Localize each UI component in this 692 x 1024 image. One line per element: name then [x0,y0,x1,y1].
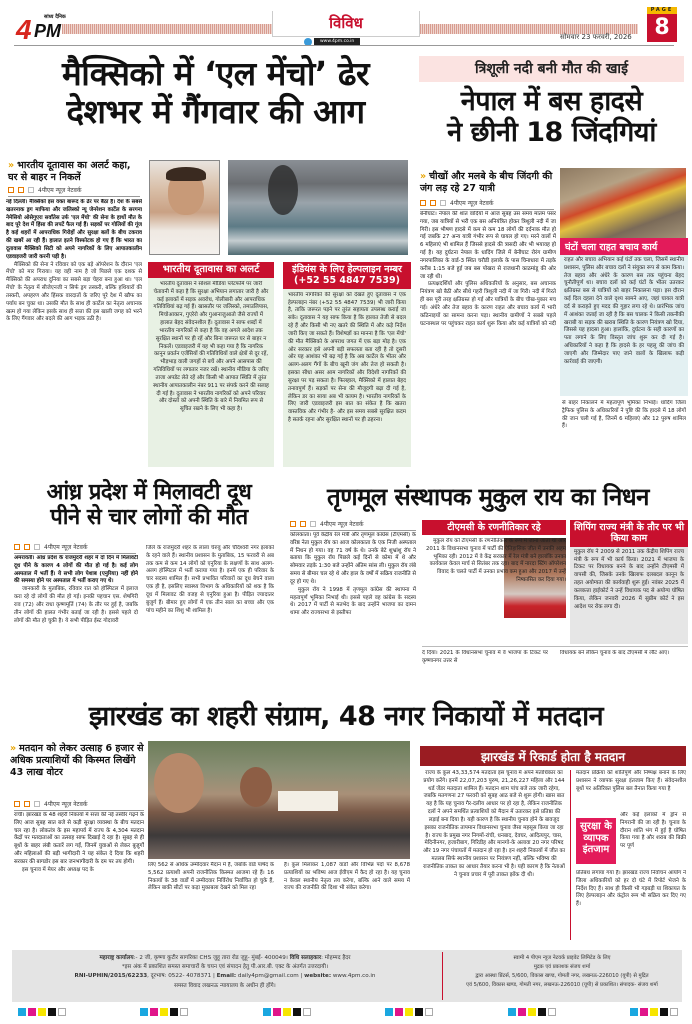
record-voting-title-text: झारखंड में रिकार्ड होता है मतदान [480,750,626,764]
mexico-lead: नई दिल्ली। मैक्सिको इस वक्त बारूद के ढेर पर बैठा है। देश के सबसे खतरनाक ड्रग माफिया और जलिस्को न्यू जेनरेशन कार्टेल के सरगना नेमेसियो ओसेगुएरा सर्वांतेस उर्फ 'एल मेंचो' की सेना के हाथों मौत के बाद पूरे देश में हिंसा की लपटें फैल गई हैं। सड़कों पर गोलियों की गूंज है कई शहरों में आपराधिक गिरोहों और सुरक्षा बलों के बीच टकराव की खबरें आ रही हैं। हालात इतने विस्फोटक हो गए हैं कि भारत का दूतावास मैक्सिको सिटी को अपने नागरिकों के लिए आपातकालीन एडवाइजरी जारी करनी पड़ी है। [6,199,142,260]
jharkhand-body [14,812,144,947]
byline-box-icon [24,801,30,807]
mexico-paragraph: मैक्सिको की सेना ने रविवार को एक बड़े ऑपरेशन के दौरान 'एल मेंचो' को मार गिराया। यह वही नाम है जो पिछले एक दशक से मैक्सिको की अपराध दुनिया का सबसे बड़ा चेहरा बना हुआ था। 'एल मेंचो' के नेतृत्व में सीजेएनजी न सिर्फ ड्रग तस्करी, बल्कि हथियारों की तस्करी, अपहरण और हिंसक वारदातों के जरिए पूरे देश में खौफ का पर्याय बन चुका था। उसकी मौत के साथ ही कार्टेल का नेतृत्व अचानक खत्म हो गया लेकिन इसके साथ ही सत्ता की इस खाली जगह को भरने के लिए गैंगवार और बदले की आग भड़क उठी है। [6,261,142,323]
embassy-alert-text: भारतीय दूतावास ने सोशल मीडिया प्लेटफॉर्म पर जारी चेतावनी में कहा है कि सुरक्षा अभियान लगातार जारी है और कई इलाकों में सड़क अवरोध, गोलीबारी और आपराधिक गतिविधियां बढ़ गई हैं। खासतौर पर जलिस्को, तमाउलिपास, मिचोआकान, गुएरेरो और गुआनाजुआतो जैसे राज्यों में हालात बेहद संवेदनशील हैं। दूतावास ने साफ शब्दों में भारतीय नागरिकों से कहा है कि वह अगले आदेश तक सुरक्षित स्थानों पर ही रहें और बिना जरूरत घर से बाहर न निकलें। एडवाइजरी में यह भी कहा गया है कि नागरिक कानून प्रवर्तन एजेंसियों की गतिविधियों वाले क्षेत्रों से दूर रहें, भीड़भाड़ वाली जगहों से बचें और अपने आसपास की गतिविधियों पर लगातार नजर रखें। स्थानीय मीडिया के जरिए ताजा अपडेट लेते रहें और किसी भी आपात स्थिति में तुरंत स्थानीय आपातकालीन नंबर 911 पर संपर्क करने की सलाह दी गई है। दूतावास ने भारतीय नागरिकों को अपने परिवार और दोस्तों को अपनी स्थिति के बारे में नियमित रूप से सूचित रखने के लिए भी कहा है। [153,281,269,413]
color-bar [18,1007,66,1017]
voter-id-card [278,791,338,811]
nepal-subhead [420,171,555,195]
footer-disclaimer: *इस अंक में प्रकाशित समस्त समाचारों के चयन एवं संपादन हेतु पी.आर.बी. एक्ट के अंतर्गत उत्तरदायी। [121,964,329,971]
jharkhand-paragraph: इस चुनाव में मेयर और अध्यक्ष पद के [22,866,94,873]
byline-box-icon [14,544,20,550]
mukul-paragraph-3: विधायक बने लेकिन चुनाव के बाद टीएमसी में लौट आए। [560,650,670,656]
mexico-headline [18,55,413,131]
chevron-icon: » [10,743,17,754]
byline-box-icon [440,200,446,206]
footer [12,950,682,1002]
jharkhand-lead: रांची। झारखंड के 48 शहरी निकायों में सत्ता की नई तस्वीर गढ़ने के लिए आज सुबह सात बजे से कड़ी सुरक्षा व्यवस्था के बीच मतदान चल रहा है। लोकतंत्र के इस महापर्व में राज्य के 4,304 मतदान केंद्रों पर मतदाताओं का उत्साह साफ दिखाई दे रहा है। सुबह से ही बूथों के बाहर लंबी कतारें लग गईं, जिनमें युवाओं से लेकर बुजुर्गों और महिलाओं की बड़ी भागीदारी ने यह संकेत दे दिया कि शहरी सरकार की बागडोर इस बार जनभागीदारी के दम पर तय होगी। [14,812,144,865]
nepal-headline [419,86,684,148]
voter-face [154,753,204,813]
nepal-paragraph: प्रत्यक्षदर्शियों और पुलिस अधिकारियों के अनुसार, बस अचानक नियंत्रण खो बैठी और सीधे गहरी त्रिशूली नदी में जा गिरी। नदी में गिरते ही बस पूरी तरह क्षतिग्रस्त हो गई और यात्रियों के बीच चीख-पुकार मच गई। अंधेरे और तेज बहाव के कारण राहत और बचाव कार्य में भारी कठिनाइयों का सामना करना पड़ा। स्थानीय ग्रामीणों ने सबसे पहले घटनास्थल पर पहुंचकर राहत कार्य शुरू किया और कई यात्रियों को नदी [420,281,556,327]
color-bar [385,1007,433,1017]
masthead-rule [14,45,674,46]
byline-text: 4पीएम न्यूज़ नेटवर्क [38,187,82,194]
phone-number: , दूरभाष: 0522- 4078371 | [147,973,215,980]
andhra-headline-line2: पीने से चार लोगों की मौत [50,505,248,531]
nepal-lead: बेनीघाट। नेपाल की शांत वादियों में आज सुबह उस समय मातम पसर गया, जब यात्रियों से भरी एक बस अनियंत्रित होकर त्रिशूली नदी में जा गिरी। इस भीषण हादसे में कम से कम 18 लोगों की दर्दनाक मौत हो गई जबकि 27 अन्य यात्री गंभीर रूप से घायल हो गए। मरने वालों में 6 महिलाएं भी शामिल हैं जिससे हादसे की त्रासदी और भी भयावह हो गई है। यह दुर्घटना नेपाल के धादिंग जिले में बेनीघाट रोरंग ग्रामीण नगरपालिका के वार्ड-3 स्थित चरौडी इलाके के पास चिनाधारा में तड़के करीब 1:15 बजे हुई जब बस पोखरा से राजधानी काठमांडू की ओर जा रही थी। [420,211,556,280]
byline-box-icon [310,521,316,527]
security-title-box [576,818,616,864]
footer-left [16,954,434,991]
hair-shape [166,167,206,181]
security-text-top [576,770,686,810]
byline-box-icon [420,200,426,206]
printer-line: द्वारा आस्था प्रिंटर्स, 5/600, विकास खण्ड, गोमती नगर, लखनऊ-226010 (यूपी) से मुद्रित [475,973,649,980]
security-paragraph-top: मतदान प्रक्रिया को शांतिपूर्ण और निष्पक्ष बनाने के लिए प्रशासन ने व्यापक सुरक्षा इंतजाम किए हैं। संवेदनशील बूथों पर अतिरिक्त पुलिस बल तैनात किया गया है [576,770,686,792]
masthead-stripe-left [62,24,272,34]
website-link[interactable]: www.4pm.co.in [314,38,360,45]
footer-office-line [16,954,434,963]
record-voting-text [422,770,566,945]
byline-box-icon [430,200,436,206]
jharkhand-headline-text: झारखंड का शहरी संग्राम, 48 नगर निकायों में मतदान [88,701,604,732]
tmc-strategist-text: मुकुल रॉय को टीएमसी के रणनीतिकार के रूप में जाना जाता था और 2011 के विधानसभा चुनाव में पार्टी की ऐतिहासिक जीत में उनकी अहम भूमिका रही। 2012 में वे केंद्र सरकार में रेल मंत्री बने हालांकि उनका कार्यकाल केवल मार्च से सितंबर तक रहा। बाद में नारदा स्टिंग ऑपरेशन विवाद के चलते पार्टी में उनका प्रभाव कम हुआ और 2017 में उन्हें निष्कासित कर दिया गया। [425,538,566,584]
section-title: विविध [329,14,363,32]
page-badge [647,7,677,44]
andhra-lead: अमरावती। आंध्र प्रदेश के राजमुंदरी शहर में दो दिन में मिलावटी दूध पीने के कारण 4 लोगों की मौत हो गई है। कई लोग अस्पताल में भर्ती हैं। ये सभी लोग पेशाब (एनुरिया) नहीं होने की समस्या होने पर अस्पताल में भर्ती कराए गए थे। [14,555,138,585]
security-text-side [620,812,686,870]
color-bar [630,1007,678,1017]
shipping-minister-title: शिपिंग राज्य मंत्री के तौर पर भी किया काम [570,520,688,547]
byline-box-icon [8,187,14,193]
andhra-headline [8,480,290,531]
legal-advisor-label: विधि सलाहकार [289,955,322,961]
byline-box-icon [14,801,20,807]
nepal-kicker-text: त्रिशूली नदी बनी मौत की खाई [475,61,628,77]
byline-box-icon [290,521,296,527]
issue-date: सोमवार 23 फरवरी, 2026 [560,33,632,41]
andhra-body-col2 [146,545,274,690]
mukul-byline [290,520,416,531]
email-link[interactable]: daily4pm@gmail.com | [236,973,303,980]
security-text-bottom [576,870,686,942]
byline-box-icon [24,544,30,550]
record-voting-title [420,746,686,766]
mukul-paragraph: मुकुल रॉय ने 1998 में तृणमूल कांग्रेस की स्थापना में महत्वपूर्ण भूमिका निभाई थी। इससे पहले वह कांग्रेस के सदस्य थे। 2017 में पार्टी से मतभेद के बाद उन्होंने भाजपा का दामन थामा और राज्यसभा से इस्तीफा [290,586,416,617]
editor-line: एवं 5/600, विकास खण्ड, गोमती नगर, लखनऊ-226010 (यूपी) से प्रकाशित। संपादक- संजय शर्मा [466,982,658,989]
office-address: :- 2 जी, कृष्णा कुटीर सागरिका CHS जुहू तारा रोड जुहू- मुंबई- 400049। [133,955,288,961]
mukul-body-col2 [422,650,548,690]
embassy-alert-title: भारतीय दूतावास का अलर्ट [148,262,274,278]
el-mencho-photo [149,160,220,255]
tmc-strategist-box [422,520,566,640]
owner-line: स्वामी 4 पीएम न्यूज नेटवर्क प्राइवेट लिमिटेड के लिए [513,955,611,961]
byline-text: 4पीएम न्यूज़ नेटवर्क [320,521,364,528]
color-bar [508,1007,556,1017]
logo-four: 4 [16,14,32,45]
shipping-minister-box [570,520,688,644]
embassy-alert-box [148,262,274,467]
andhra-paragraph: जानकारी के मुताबिक, रविवार रात को हॉस्पिटल में इलाज करा रहे दो लोगों की मौत हो गई। इनकी पहचान एस. शेषगिरी राव (72) और राधा कृष्णमूर्ति (74) के तौर पर हुई है, जबकि तीन लोगों की हालत गंभीर बताई जा रही है। इससे पहले दो लोगों की मौत हो चुकी है। ये सभी पीड़ित ईस्ट गोदावरी [14,586,138,624]
jharkhand-headline [8,701,684,732]
bus-accident-photo [560,168,686,238]
jharkhand-paragraph-2: लिए 562 से अधिक उम्मीदवार मैदान में हैं, जबकि वार्ड पार्षद के 5,562 प्रत्याशी अपनी राजनीतिक किस्मत आजमा रहे हैं। 16 निकायों के 38 वार्डों में उम्मीदवार निर्विरोध निर्वाचित हो चुके हैं, लेकिन बाकी सीटों पर कड़ा मुकाबला देखने को मिल रहा [148,862,274,892]
voters-queue-photo [148,741,410,859]
byline-text: 4पीएम न्यूज़ नेटवर्क [450,200,494,207]
mexico-body [6,199,142,467]
mukul-body-col3 [560,650,686,690]
office-label: महाराष्ट्र कार्यालय [99,955,134,961]
color-bar [140,1007,188,1017]
footer-right [446,954,678,990]
nepal-byline [420,199,554,210]
rescue-text: राहत और बचाव अभियान कई घंटों तक चला, जिसमें स्थानीय प्रशासन, पुलिस और बचाव दलों ने संयुक्त रूप से काम किया। तेज बहाव और अंधेरे के कारण बस तक पहुंचना बेहद चुनौतीपूर्ण था। बचाव दलों को कई घंटों के भीतर उतरकर क्षतिग्रस्त बस से यात्रियों को बाहर निकालना पड़ा। इस दौरान कई दिल दहला देने वाले दृश्य सामने आए, जहां घायल यात्री दर्द से कराहते हुए मदद की गुहार लगा रहे थे। प्रारंभिक जांच में आशंका जताई जा रही है कि बस चालक ने किसी तकनीकी खराबी या सड़क की खराब स्थिति के कारण नियंत्रण खो दिया, जिससे यह हादसा हुआ। हालांकि, दुर्घटना के सही कारणों का पता लगाने के लिए विस्तृत जांच शुरू कर दी गई है। अधिकारियों ने कहा है कि हादसे के हर पहलू की जांच की जाएगी और जिम्मेदार पाए जाने वालों के खिलाफ कड़ी कार्रवाई की जाएगी। [564,257,684,365]
voter-face [240,767,272,807]
footer-website-link[interactable]: www.4pm.co.in [331,973,376,980]
footer-divider [442,952,443,1000]
nepal-body [420,211,556,466]
jharkhand-body-col3 [284,862,410,947]
logo-pm: PM [34,21,61,41]
mukul-rule [422,646,688,647]
byline-box-icon [28,187,34,193]
mukul-body [290,532,416,692]
helpline-box [283,262,411,467]
tmc-strategist-title: टीएमसी के रणनीतिकार रहे [422,520,566,535]
chevron-icon: » [8,160,15,171]
smoke-plume [268,165,298,215]
shipping-minister-text: मुकुल रॉय ने 2009 से 2011 तक केंद्रीय शिपिंग राज्य मंत्री के रूप में भी कार्य किया। 2021 में भाजपा के टिकट पर विधायक बनने के बाद उन्होंने टीएमसी में वापसी की, जिसके उनके खिलाफ दलबदल कानून के तहत अयोग्यता की कार्यवाही शुरू हुई। नवंबर 2025 में कलकत्ता हाईकोर्ट ने उन्हें विधायक पद से अयोग्य घोषित किया, लेकिन जनवरी 2026 में सुप्रीम कोर्ट ने इस आदेश पर रोक लगा दी। [574,548,684,610]
security-paragraph-side: और कई इलाकों में ड्रोन से निगरानी की जा रही है। चुनाव के दौरान शांति भंग में हुई है घोषित किया गया है और शराब की बिक्री पर पूर्ण [620,812,686,850]
record-voting-paragraph: राज्य के कुल 43,33,574 मतदाता इस चुनाव में अपने मताधिकार का प्रयोग करेंगे। इनमें 22,07,203 पुरुष, 21,26,227 महिला और 144 थर्ड जेंडर मतदाता शामिल हैं। मतदान शाम पांच बजे तक जारी रहेगा, जबकि मतगणना 27 फरवरी को सुबह आठ बजे से शुरू होगी। खास बात यह है कि यह चुनाव गैर-दलीय आधार पर हो रहा है, लेकिन राजनीतिक दलों ने अपने समर्थित प्रत्याशियों को मैदान में उतारकर इसे प्रतिष्ठा की लड़ाई बना दिया है। यही कारण है कि स्थानीय चुनाव होने के बावजूद इसका राजनीतिक तापमान विधानसभा चुनाव जैसा महसूस किया जा रहा है। राज्य के प्रमुख नगर निगमों-रांची, धनबाद, देवघर, आदित्यपुर, चास, मेदिनीनगर, हजारीबाग, गिरिडीह और मानगो-के अलावा 20 नगर परिषद और 19 नगर पंचायतों में मतदान हो रहा है। इन शहरी निकायों में जीत का मतलब सिर्फ स्थानीय प्रशासन पर नियंत्रण नहीं, बल्कि भविष्य की राजनीतिक ताकत का आधार तैयार करना भी है। यही कारण है कि नेताओं ने चुनाव प्रचार में पूरी ताकत झोंक दी थी। [422,770,566,878]
rescue-box [560,238,688,396]
byline-box-icon [300,521,306,527]
jharkhand-paragraph-3: है। कुल मिलाकर 1,087 वार्डों और विभिन्न पदों पर 8,678 प्रत्याशियों का भविष्य आज ईवीएम में कैद हो रहा है। यह चुनाव न केवल स्थानीय नेतृत्व तय करेगा, बल्कि आने वाले समय में राज्य की राजनीति की दिशा भी संकेत करेगा। [284,862,410,892]
rescue-title: घंटों चला राहत बचाव कार्य [560,238,688,255]
section-box [272,11,420,37]
publisher-line: मुद्रक एवं प्रकाशक संजय शर्मा [533,964,591,971]
color-bar [263,1007,311,1017]
footer-jurisdiction: समस्त विवाद लखनऊ न्यायालय के अधीन ही होंगे। [174,982,276,989]
registration-marks [18,1007,678,1017]
security-title-text: सुरक्षा के व्यापक इंतजाम [580,821,612,855]
nepal-paragraph-2: से बाहर निकालने में महत्वपूर्ण भूमिका निभाई। धादिंग जिला ट्रैफिक पुलिस के अधिकारियों ने पुष्टि की कि हादसे में 18 लोगों की जान चली गई है, जिनमें 6 महिलाएं और 12 पुरुष शामिल हैं। [562,400,686,430]
security-paragraph-bottom: प्रतिबंध लगाया गया है। झारखंड राज्य निर्वाचन आयोग ने जिला अधिकारियों को हर दो घंटे में रिपोर्ट भेजने के निर्देश दिए हैं। साथ ही किसी भी गड़बड़ी या शिकायत के लिए हेल्पलाइन और कंट्रोल रूम भी सक्रिय कर दिए गए हैं। [576,870,686,908]
page-label: PAGE [647,7,677,14]
byline-box-icon [34,801,40,807]
andhra-paragraph-2: जिले के राजमुंदरी शहर के लाला चेरुवु और चौदेश्वरी नगर इलाकों के रहने वाले हैं। स्थानीय प्रशासन के मुताबिक, 15 फरवरी से अब तक कम से कम 14 लोगों को एनुरिया के लक्षणों के साथ अलग-अलग हॉस्पिटल में भर्ती कराया गया है। इनमें एक ही परिवार के चार सदस्य शामिल हैं। सभी प्रभावित परिवारों का दूध बेचने वाला एक ही है, इसलिए स्वास्थ्य विभाग के अधिकारियों को शक है कि दूध में मिलावट की वजह से एनुरिया हुआ है। पीड़ित ज्यादातर बुजुर्ग हैं। बीमार हुए लोगों में एक तीन साल का बच्चा और एक पांच महीने का शिशु भी शामिल है। [146,545,274,614]
nepal-kicker [419,56,684,82]
mukul-headline [288,484,688,512]
andhra-byline [14,543,136,554]
nepal-body-cont [562,400,686,465]
jharkhand-subhead [10,743,145,779]
email-label: Email: [216,973,237,980]
jharkhand-byline [14,800,144,811]
byline-text: 4पीएम न्यूज़ नेटवर्क [44,544,88,551]
logo-small-text: सांध्य दैनिक [44,14,66,20]
gangwar-fire-photo [228,160,408,255]
mexico-subhead-text: भारतीय दूतावास का अलर्ट कहा, घर से बाहर न निकलें [8,160,131,183]
mexico-headline-line1: मैक्सिको में ‘एल मेंचो’ ढेर [62,54,369,93]
jharkhand-col-divider [570,770,571,940]
chevron-icon: » [420,171,427,182]
byline-text: 4पीएम न्यूज़ नेटवर्क [44,801,88,808]
byline-box-icon [18,187,24,193]
byline-box-icon [34,544,40,550]
helpline-text: भारतीय नागरिकों की सुरक्षा को देखते हुए दूतावास ने एक हेल्पलाइन नंबर (+52 55 4847 7539) भी जारी किया है, ताकि जरूरत पड़ने पर तुरंत सहायता उपलब्ध कराई जा सके। दूतावास ने यह साफ किया है कि हालात तेजी से बदल रहे हैं और किसी भी नए खतरे की स्थिति में और कड़े निर्देश जारी किए जा सकते हैं। विशेषज्ञों का मानना है कि 'एल मेंचो' की मौत मैक्सिको के अपराध जगत में एक बड़ा मोड़ है। एक ओर सरकार इसे अपनी बड़ी सफलता बता रही है तो दूसरी ओर यह आशंका भी बढ़ गई है कि अब कार्टेल के भीतर और अलग-अलग गैंगों के बीच खूनी जंग और तेज हो सकती है। इसका सीधा असर आम नागरिकों और विदेशी नागरिकों की सुरक्षा पर पड़ सकता है। फिलहाल, मैक्सिको में हालात बेहद तनावपूर्ण हैं। सड़कों पर सेना की मौजूदगी बढ़ा दी गई है, लेकिन डर का साया अब भी कायम है। भारतीय नागरिकों के लिए जारी एडवाइजरी इस बात का संकेत है कि खतरा वास्तविक और गंभीर है- और इस समय सबसे सुरक्षित कदम है सतर्क रहना और सुरक्षित स्थानों पर ही ठहरना। [288,291,406,424]
nepal-headline-line2: ने छीनी 18 जिंदगियां [447,117,656,149]
rni-number: RNI-UPHIN/2015/62233 [74,973,148,980]
jharkhand-subhead-text: मतदान को लेकर उत्साह 6 हजार से अधिक प्रत्याशियों की किस्मत लिखेंगे 43 लाख वोटर [10,743,144,778]
helpline-title: इंडियंस के लिए हेल्पलाइन नम्बर (+52 55 4847 7539) [283,262,411,289]
nepal-headline-line1: नेपाल में बस हादसे [460,86,643,117]
mukul-headline-text: तृणमूल संस्थापक मुकुल राय का निधन [327,483,649,511]
masthead [0,0,692,48]
mukul-paragraph-2: दे दिया। 2021 के विधानसभा चुनाव में वे भाजपा के टिकट पर कृष्णानगर उत्तर से [422,650,548,664]
mexico-headline-line2: देशभर में गैंगवार की आग [66,91,365,131]
website-label: website: [304,973,332,980]
jharkhand-body-col2 [148,862,274,947]
footer-contact-line [16,972,434,981]
mexico-subhead [8,160,143,184]
andhra-headline-line1: आंध्र प्रदेश में मिलावटी दूध [46,480,252,505]
mukul-lead: कोलकाता। पूर्व केंद्रीय रेल मंत्री और तृणमूल कांग्रेस (टीएमसी) के वरिष्ठ नेता मुकुल रॉय का आज कोलकाता के एक निजी अस्पताल में निधन हो गया। वह 71 वर्ष के थे। उनके बेटे शुभ्रांशु रॉय ने बताया कि मुकुल रॉय पिछले कई दिनों से कोमा में थे और सोमवार तड़के 1:30 बजे उन्होंने अंतिम सांस ली। मुकुल रॉय लंबे समय से बीमार चल रहे थे और हाल के वर्षों में सक्रिय राजनीति से दूर हो गए थे। [290,532,416,585]
nepal-subhead-text: चीखों और मलबे के बीच जिंदगी की जंग लड़ रहे 27 यात्री [420,171,553,194]
legal-advisor-name: : मोहम्मद हैदर [321,955,351,961]
andhra-body [14,555,138,690]
page-number: 8 [647,14,677,42]
mexico-byline [8,186,140,197]
